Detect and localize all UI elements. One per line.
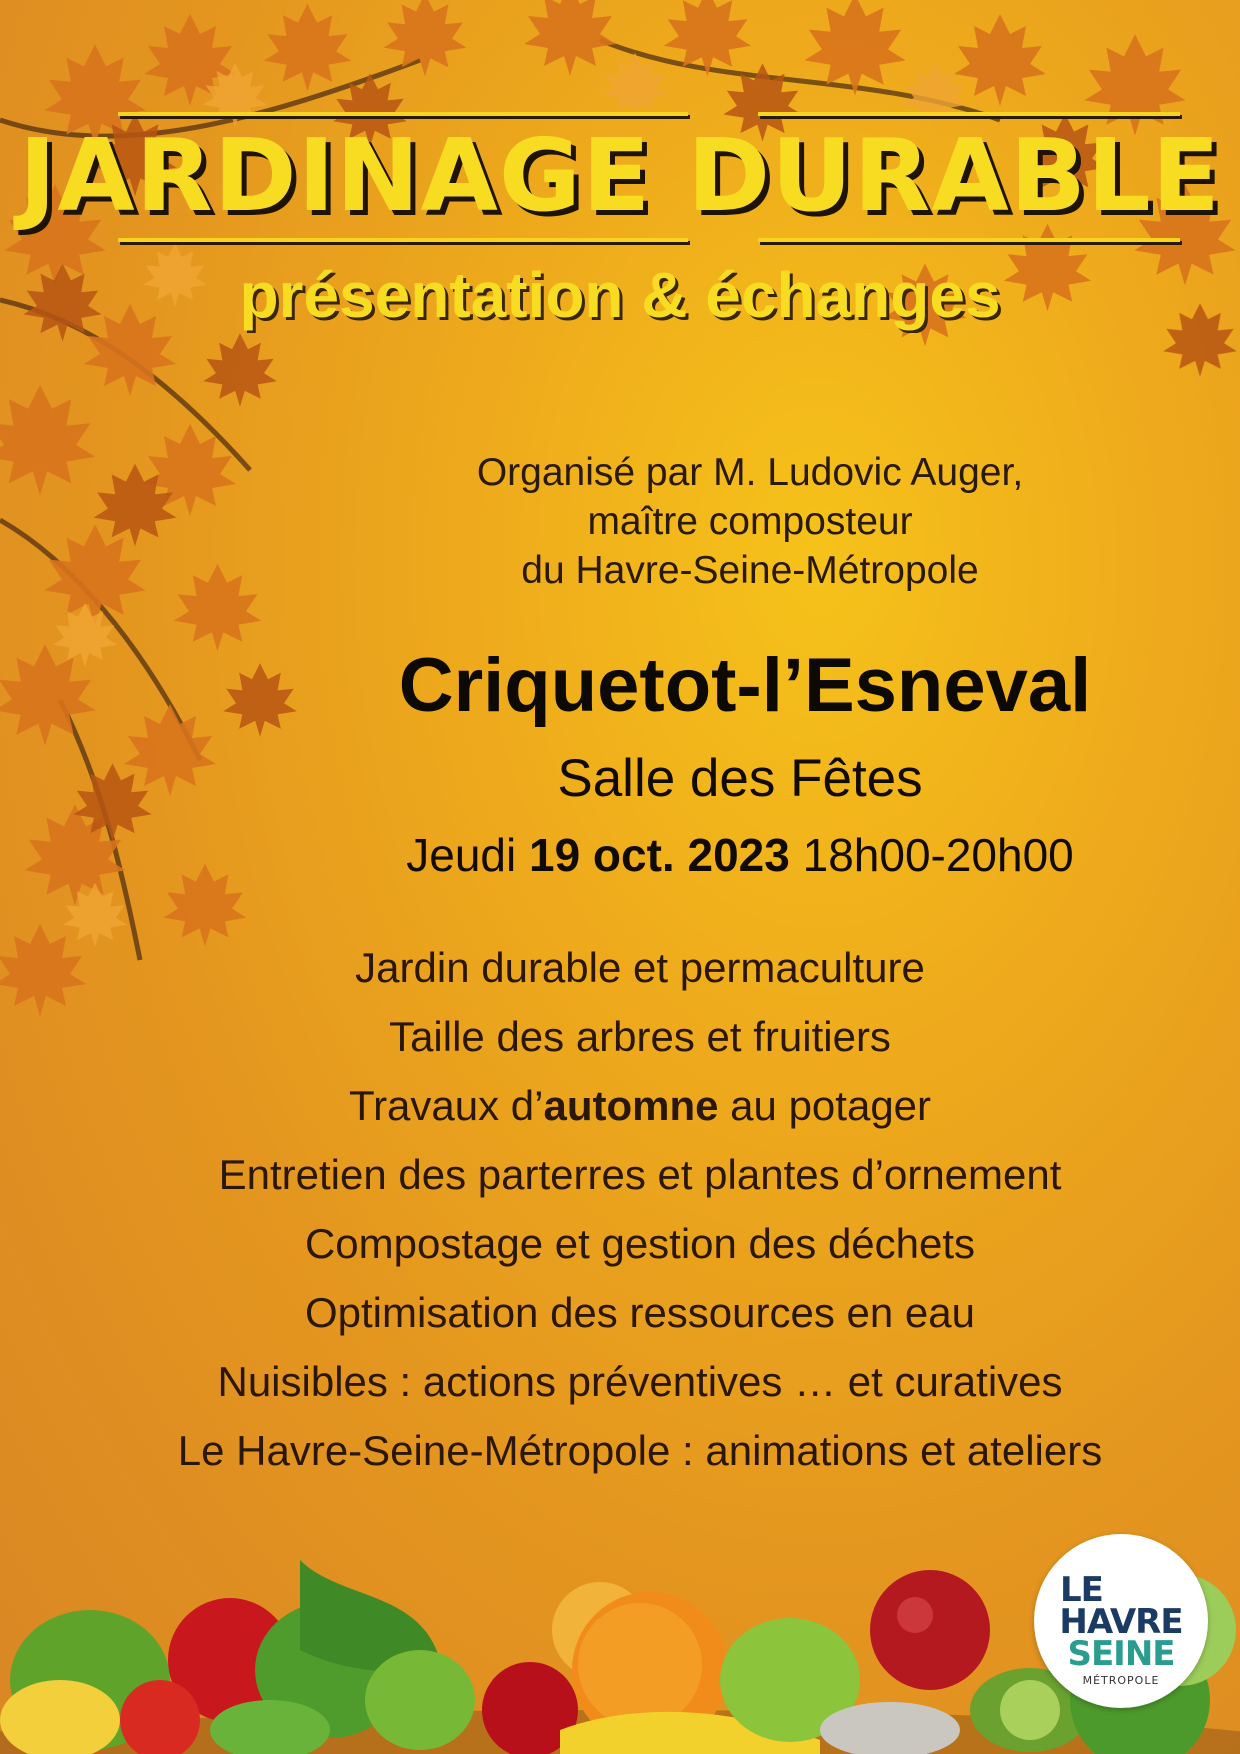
list-item: Jardin durable et permaculture [355, 944, 925, 991]
organizer-line: Organisé par M. Ludovic Auger, [476, 451, 1024, 494]
list-item: Optimisation des ressources en eau [304, 1289, 975, 1336]
organizer-role: maître composteur [587, 500, 913, 543]
organizer-institution: du Havre-Seine-Métropole [521, 549, 979, 592]
event-date: 19 oct. 2023 [528, 829, 790, 881]
event-datetime [330, 829, 1150, 881]
page-title: JARDINAGE DURABLE [19, 117, 1221, 234]
topic-highlight: automne [543, 1082, 719, 1129]
event-day: Jeudi [406, 829, 517, 881]
title-block [0, 112, 1240, 262]
logo-text: HAVRE [1059, 1602, 1183, 1642]
list-item [0, 1082, 1240, 1151]
organizer-info [380, 448, 1120, 595]
list-item: Entretien des parterres et plantes d’ornement [218, 1151, 1062, 1198]
list-item: Le Havre-Seine-Métropole : animations et ateliers [177, 1427, 1103, 1474]
logo-text: SEINE [1067, 1634, 1175, 1674]
event-time: 18h00-20h00 [802, 829, 1074, 881]
event-venue: Salle des Fêtes [557, 749, 923, 808]
list-item: Taille des arbres et fruitiers [389, 1013, 891, 1060]
logo-subtext: MÉTROPOLE [1082, 1674, 1160, 1687]
topic-text: au potager [718, 1082, 932, 1129]
topic-text: Travaux d’ [348, 1082, 544, 1129]
list-item: Nuisibles : actions préventives … et curatives [217, 1358, 1063, 1405]
page-subtitle: présentation & échanges [239, 259, 1001, 331]
list-item: Compostage et gestion des déchets [304, 1220, 976, 1267]
le-havre-seine-metropole-logo [1034, 1534, 1208, 1708]
event-city: Criquetot-l’Esneval [398, 643, 1092, 728]
topics-list [0, 944, 1240, 1496]
logo-text: LE [1060, 1570, 1103, 1610]
